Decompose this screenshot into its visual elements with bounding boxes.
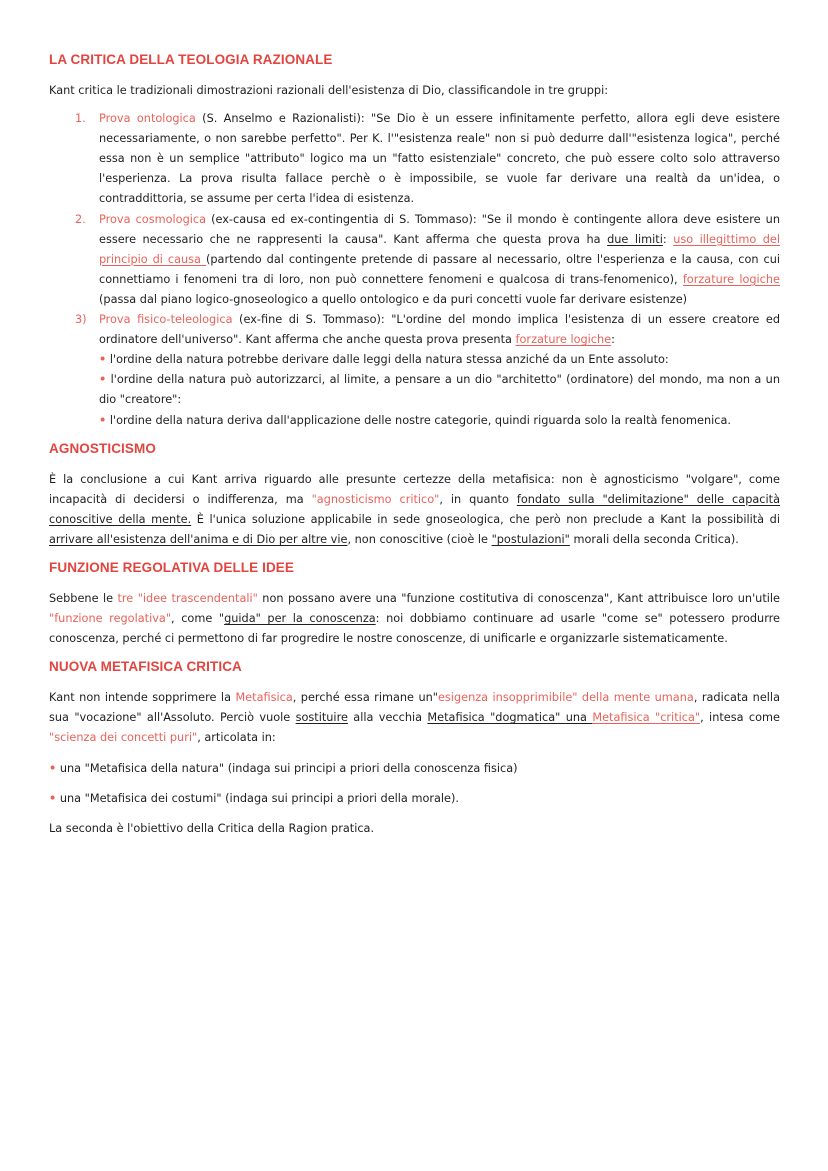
item-number: 1. xyxy=(75,112,86,126)
proof-item-cosmologica xyxy=(49,210,780,310)
text: , non conoscitive (cioè le xyxy=(347,532,492,546)
text: , articolata in: xyxy=(197,731,276,745)
text: , perché essa rimane un" xyxy=(292,691,438,705)
underlined-text: arrivare all'esistenza dell'anima e di Dio per altre vie xyxy=(49,532,348,546)
proof-name: Prova cosmologica xyxy=(99,212,207,226)
funzione-paragraph xyxy=(49,589,780,649)
highlight-text: Metafisica xyxy=(235,691,293,705)
text: , intesa come xyxy=(700,711,780,725)
highlight-text: "scienza dei concetti puri" xyxy=(49,731,198,745)
bullet-text: una "Metafisica della natura" (indaga sui principi a priori della conoscenza fisica) xyxy=(59,761,518,775)
section-title-nuova-metafisica: NUOVA METAFISICA CRITICA xyxy=(49,659,242,675)
highlight-text: esigenza insopprimibile" della mente umana xyxy=(437,691,694,705)
highlight-text: Metafisica "critica" xyxy=(592,711,701,725)
bullet-line xyxy=(99,350,780,370)
highlight-text: forzature logiche xyxy=(682,272,780,286)
intro-paragraph: Kant critica le tradizionali dimostrazioni razionali dell'esistenza di Dio, classificandole in tre gruppi: xyxy=(49,84,609,97)
bullet-text: l'ordine della natura può autorizzarci, al limite, a pensare a un dio "architetto" (ordinatore) del mondo, ma non a un dio "creatore": xyxy=(99,373,781,407)
proof-text: (passa dal piano logico-gnoseologico a quello ontologico e da puri concetti vuole far derivare esistenze) xyxy=(99,292,688,306)
closing-line: La seconda è l'obiettivo della Critica della Ragion pratica. xyxy=(49,821,375,835)
text: morali della seconda Critica). xyxy=(569,532,739,546)
highlight-text: forzature logiche xyxy=(515,333,612,347)
metafisica-paragraph xyxy=(49,688,780,748)
text: , radicata nella sua "vocazione" all'Assoluto. Perciò vuole xyxy=(49,691,780,725)
proofs-list xyxy=(49,109,828,431)
section-title-agnosticismo: AGNOSTICISMO xyxy=(49,440,156,456)
text: È l'unica soluzione applicabile in sede gnoseologica, che però non preclude a Kant la possibilità di xyxy=(191,512,780,526)
underlined-text: due limiti xyxy=(607,232,663,246)
highlight-text: uso illegittimo del principio di causa xyxy=(99,232,780,266)
section-title-teologia: LA CRITICA DELLA TEOLOGIA RAZIONALE xyxy=(49,52,333,67)
proof-name: Prova fisico-teleologica xyxy=(99,313,233,327)
item-number: 2. xyxy=(75,212,86,226)
agnosticismo-paragraph xyxy=(49,470,780,550)
section-title-funzione-regolativa: FUNZIONE REGOLATIVA DELLE IDEE xyxy=(49,559,295,575)
text: , come " xyxy=(171,612,225,626)
bullet-dot-icon: • xyxy=(99,353,107,367)
underlined-text: "postulazioni" xyxy=(491,532,570,546)
bullet-line xyxy=(99,411,780,431)
bullet-dot-icon: • xyxy=(99,373,107,387)
underlined-text: Metafisica "dogmatica" una xyxy=(427,711,593,725)
text: : noi dobbiamo continuare ad usarle "come se" potessero produrre conoscenza, perché ci permettono di far progredire le nostre conoscenze, di unificarle e organizzarle sistematicamente. xyxy=(49,612,780,646)
highlight-text: "agnosticismo critico" xyxy=(311,492,440,506)
proof-text: (partendo dal contingente pretende di passare al necessario, oltre l'esperienza e la causa, con cui connettiamo i fenomeni tra di loro, non può connettere fenomeni e qualcosa di trans-fenomenico), xyxy=(99,252,780,286)
proof-text: (ex-fine di S. Tommaso): "L'ordine del mondo implica l'esistenza di un essere creatore ed ordinatore dell'universo". Kant afferma che anche questa prova presenta xyxy=(99,313,781,347)
underlined-text: sostituire xyxy=(295,711,348,725)
text: È la conclusione a cui Kant arriva riguardo alle presunte certezze della metafisica: non è agnosticismo "volgare", come incapacità di decidersi o indifferenza, ma xyxy=(49,472,780,506)
text: Sebbene le xyxy=(49,591,118,605)
underlined-text: guida" per la conoscenza xyxy=(224,612,376,626)
highlight-text: tre "idee trascendentali" xyxy=(117,591,258,605)
bullet-text: una "Metafisica dei costumi" (indaga sui principi a priori della morale). xyxy=(59,791,460,805)
proof-text: (ex-causa ed ex-contingentia di S. Tommaso): "Se il mondo è contingente allora deve esistere un essere necessario che ne rappresenti la causa". Kant afferma che questa prova ha xyxy=(99,212,780,246)
proof-item-ontologica xyxy=(49,109,780,209)
bullet-dot-icon: • xyxy=(49,761,57,775)
bullet-dot-icon: • xyxy=(99,413,107,427)
metafisica-bullet-natura xyxy=(49,759,780,779)
highlight-text: "funzione regolativa" xyxy=(49,612,172,626)
proof-item-fisico-teleologica xyxy=(49,310,780,431)
item-number: 3) xyxy=(75,313,87,327)
proof-text: (S. Anselmo e Razionalisti): "Se Dio è un essere infinitamente perfetto, allora egli deve esistere necessariamente, o non sarebbe perfetto". Per K. l'"esistenza reale" non si può dedurre dall'"esistenza logica", perché essa non è un semplice "attributo" logico ma un "fatto esistenziale" concreto, che può essere colto solo attraverso l'esperienza. La prova risulta fallace perchè o è impossibile, se vuole far derivare una realtà da un'idea, o contraddittoria, se assume per certa l'idea di esistenza. xyxy=(99,112,780,206)
bullet-text: l'ordine della natura potrebbe derivare dalle leggi della natura stessa anziché da un Ente assoluto: xyxy=(109,353,669,367)
proof-text: : xyxy=(662,232,674,246)
bullet-line xyxy=(99,370,780,410)
text: , in quanto xyxy=(439,492,517,506)
text: non possano avere una "funzione costitutiva di conoscenza", Kant attribuisce loro un'utile xyxy=(257,591,780,605)
underlined-text: fondato sulla "delimitazione" delle capacità conoscitive della mente. xyxy=(49,492,780,526)
metafisica-bullet-costumi xyxy=(49,789,780,809)
text: Kant non intende sopprimere la xyxy=(49,691,236,705)
text: alla vecchia xyxy=(347,711,428,725)
bullet-text: l'ordine della natura deriva dall'applicazione delle nostre categorie, quindi riguarda solo la realtà fenomenica. xyxy=(109,413,732,427)
proof-text: : xyxy=(611,333,615,347)
bullet-dot-icon: • xyxy=(49,791,57,805)
proof-name: Prova ontologica xyxy=(99,112,196,126)
